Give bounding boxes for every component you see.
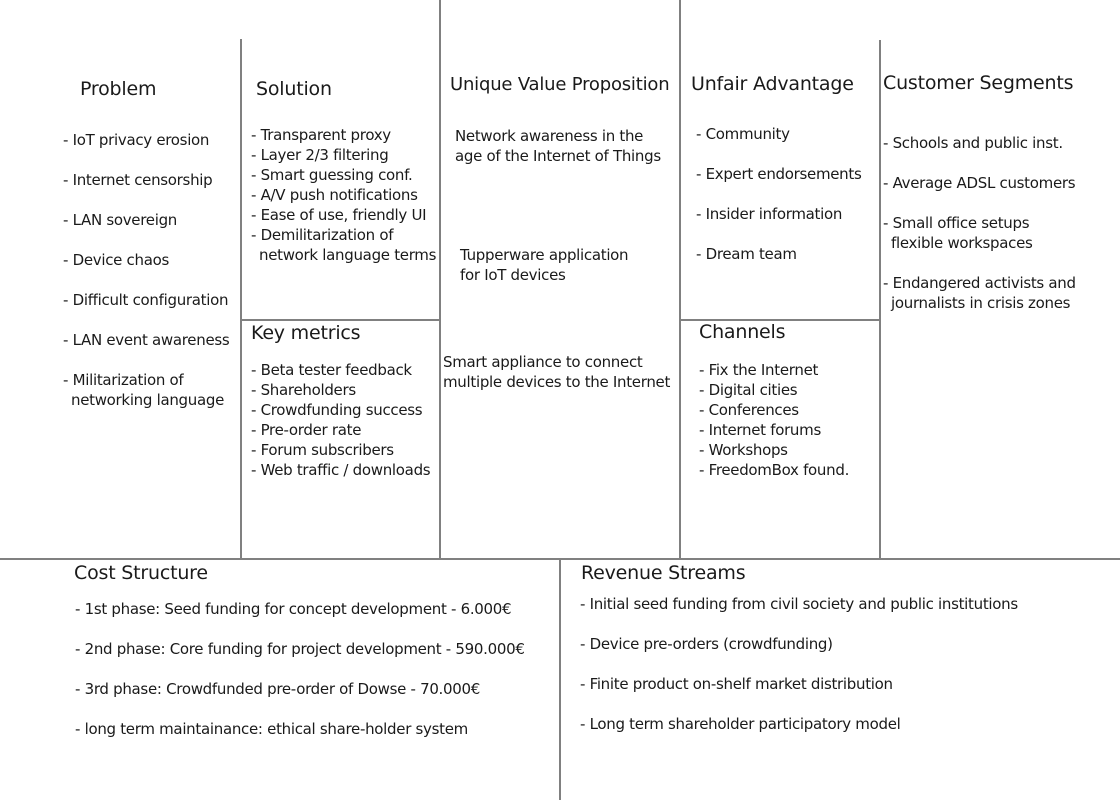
list-item: - LAN event awareness — [63, 331, 230, 349]
list-item: - Schools and public inst. — [883, 134, 1063, 152]
revenue-streams-title: Revenue Streams — [581, 562, 746, 584]
problem-list — [63, 130, 229, 430]
list-item: - Average ADSL customers — [883, 174, 1076, 192]
list-item: - A/V push notifications — [251, 186, 418, 204]
list-item: - Internet forums — [699, 421, 821, 439]
key-metrics-title: Key metrics — [251, 322, 361, 344]
cost-structure-list — [75, 599, 525, 759]
list-item: - Insider information — [696, 205, 843, 223]
unfair-advantage-list — [696, 124, 862, 284]
list-item: - Demilitarization of — [251, 226, 394, 244]
divider-solution-uvp — [439, 0, 441, 559]
list-item: - Initial seed funding from civil society and public institutions — [580, 595, 1018, 613]
list-item — [63, 370, 229, 410]
divider-solution-metrics — [240, 319, 440, 321]
list-item: - Conferences — [699, 401, 799, 419]
text-line: age of the Internet of Things — [455, 147, 661, 165]
list-item: - Shareholders — [251, 381, 356, 399]
list-item: - Expert endorsements — [696, 165, 862, 183]
list-item: - Device chaos — [63, 251, 169, 269]
cost-structure-title: Cost Structure — [74, 562, 208, 584]
list-item-line: - Militarization of — [63, 371, 184, 389]
divider-advantage-segments — [879, 40, 881, 559]
list-item: - Layer 2/3 filtering — [251, 146, 389, 164]
list-item: - Workshops — [699, 441, 788, 459]
list-item: - Web traffic / downloads — [251, 461, 431, 479]
unfair-advantage-title: Unfair Advantage — [691, 73, 854, 95]
list-item: - Digital cities — [699, 381, 798, 399]
uvp-title: Unique Value Proposition — [450, 74, 670, 95]
list-item: - Transparent proxy — [251, 126, 391, 144]
uvp-statement — [455, 126, 661, 166]
text-line: Tupperware application — [460, 246, 629, 264]
key-metrics-list — [251, 360, 430, 480]
list-item: - Pre-order rate — [251, 421, 362, 439]
list-item: - 3rd phase: Crowdfunded pre-order of Dowse - 70.000€ — [75, 680, 481, 698]
revenue-streams-list — [580, 594, 1018, 754]
solution-title: Solution — [256, 78, 332, 100]
list-item: - 2nd phase: Core funding for project development - 590.000€ — [75, 640, 525, 658]
list-item-continuation: network language terms — [259, 246, 437, 264]
text-line: Smart appliance to connect — [443, 353, 643, 371]
customer-segments-title: Customer Segments — [883, 72, 1074, 94]
list-item: - 1st phase: Seed funding for concept development - 6.000€ — [75, 600, 512, 618]
list-item: - Long term shareholder participatory model — [580, 715, 901, 733]
text-line: for IoT devices — [460, 266, 566, 284]
list-item-line: networking language — [71, 391, 225, 409]
list-item-line: - Endangered activists and — [883, 274, 1076, 292]
list-item: - Fix the Internet — [699, 361, 819, 379]
divider-problem-solution — [240, 39, 242, 559]
list-item-line: flexible workspaces — [891, 234, 1033, 252]
channels-title: Channels — [699, 321, 786, 343]
list-item: - Difficult configuration — [63, 291, 229, 309]
list-item: - Device pre-orders (crowdfunding) — [580, 635, 833, 653]
list-item: - Forum subscribers — [251, 441, 394, 459]
list-item: - Community — [696, 125, 790, 143]
customer-segments-list — [883, 133, 1076, 333]
list-item: - Crowdfunding success — [251, 401, 423, 419]
list-item: - Dream team — [696, 245, 797, 263]
list-item — [883, 213, 1076, 253]
solution-list — [251, 125, 436, 265]
uvp-description — [443, 352, 670, 392]
list-item: - FreedomBox found. — [699, 461, 850, 479]
list-item: - IoT privacy erosion — [63, 131, 210, 149]
list-item-line: journalists in crisis zones — [891, 294, 1071, 312]
text-line: Network awareness in the — [455, 127, 644, 145]
list-item: - Beta tester feedback — [251, 361, 412, 379]
uvp-tagline — [460, 245, 628, 285]
list-item-line: - Small office setups — [883, 214, 1030, 232]
list-item — [883, 273, 1076, 313]
channels-list — [699, 360, 849, 480]
problem-title: Problem — [80, 78, 157, 100]
divider-uvp-advantage — [679, 0, 681, 559]
list-item: - Smart guessing conf. — [251, 166, 413, 184]
list-item: - Finite product on-shelf market distribution — [580, 675, 893, 693]
list-item: - long term maintainance: ethical share-holder system — [75, 720, 468, 738]
list-item: - Ease of use, friendly UI — [251, 206, 427, 224]
divider-cost-revenue — [559, 559, 561, 800]
list-item: - Internet censorship — [63, 171, 213, 189]
text-line: multiple devices to the Internet — [443, 373, 671, 391]
list-item: - LAN sovereign — [63, 211, 177, 229]
